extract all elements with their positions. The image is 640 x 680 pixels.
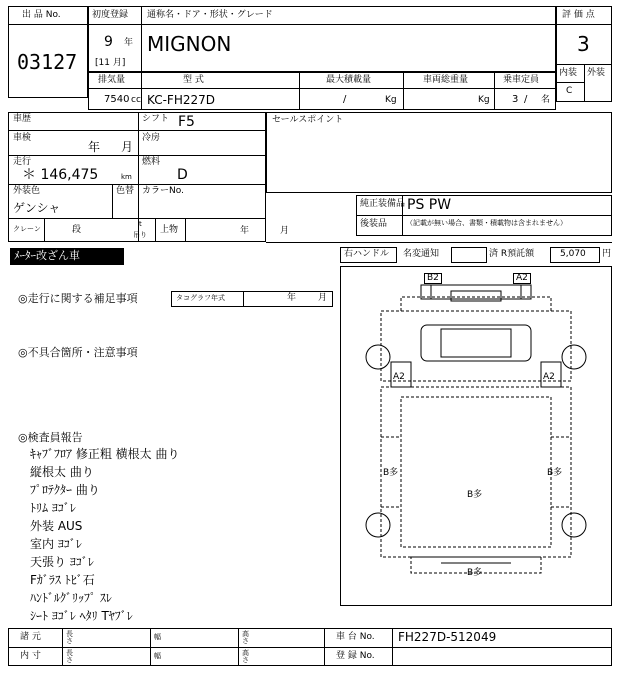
aftermarket-note: （記載が無い場合、書類・積載物は含まれません） [406, 219, 567, 227]
crane-hang: 吊り [133, 231, 147, 239]
crane-ton: t [139, 220, 142, 228]
fuel-value: D [177, 167, 188, 183]
width-label: 幅 [154, 652, 161, 660]
color-code-label: カラーNo. [142, 186, 184, 196]
capacity-value: 3 [512, 94, 519, 105]
mileage-unit: km [121, 173, 132, 181]
gross-weight-unit: Kg [478, 95, 490, 105]
score-label: 評 価 点 [562, 10, 595, 20]
up-label: 上物 [160, 225, 179, 235]
reg-label: 登 録 No. [336, 651, 375, 661]
up-month: 月 [280, 226, 290, 236]
shift-label: シフト [142, 114, 170, 124]
model-name: MIGNON [147, 32, 232, 56]
max-load-label: 最大積載量 [326, 75, 372, 85]
tacho-year: 年 [287, 293, 297, 303]
damage-mark: B2 [424, 273, 442, 284]
tacho-month: 月 [318, 293, 328, 303]
width-label: 幅 [154, 633, 161, 641]
report-line: ｷｬﾌﾞﾌﾛｱ 修正粗 横根太 曲り [30, 447, 180, 461]
report-line: ﾊﾝﾄﾞﾙｸﾞﾘｯﾌﾟ ｽﾚ [30, 591, 112, 605]
inspection-year: 年 [88, 140, 101, 154]
tachograph-label: タコグラフ年式 [176, 294, 225, 302]
mileage-value: ＊ 146,475 [22, 167, 99, 183]
length-label: 長さ [66, 649, 73, 664]
damage-mark: B多 [383, 468, 399, 478]
history-label: 車歴 [13, 114, 32, 124]
truck-outline [341, 267, 611, 605]
mileage-label: 走行 [13, 157, 32, 167]
damage-mark: A2 [513, 273, 531, 284]
chassis-value: FH227D-512049 [398, 630, 497, 644]
color-value: ゲンシャ [13, 201, 61, 215]
year-unit: 年 [124, 38, 134, 48]
name-change-label: 名変通知 [403, 249, 440, 259]
exterior-label: 外装 [587, 68, 606, 78]
damage-mark: B多 [467, 490, 483, 500]
score-value: 3 [577, 32, 590, 56]
height-label: 高さ [242, 630, 249, 645]
recycle-unit: 円 [602, 249, 612, 259]
report-line: ﾄﾘﾑ ﾖｺﾞﾚ [30, 501, 76, 515]
report-line: 外装 AUS [30, 519, 83, 533]
report-line: 天張り ﾖｺﾞﾚ [30, 555, 94, 569]
crane-label: クレーン [13, 225, 41, 233]
gross-weight-label: 車両総重量 [423, 75, 469, 85]
type-value: KC-FH227D [147, 93, 215, 107]
dims-label: 諸 元 [20, 632, 41, 642]
first-reg-label: 初度登録 [92, 10, 129, 20]
aftermarket-label: 後装品 [360, 219, 388, 229]
length-label: 長さ [66, 630, 73, 645]
color-label: 外装色 [13, 186, 41, 196]
capacity-slash: / [524, 94, 528, 105]
lot-label: 出 品 No. [22, 10, 61, 20]
displacement-unit: cc [131, 95, 141, 105]
name-change-box [451, 247, 487, 263]
sales-point-label: セールスポイント [272, 115, 344, 125]
interior-label: 内装 [559, 68, 578, 78]
fuel-label: 燃料 [142, 157, 161, 167]
color-change-label: 色替 [116, 186, 135, 196]
shift-value: F5 [178, 114, 195, 130]
report-line: ﾌﾟﾛﾃｸﾀｰ 曲り [30, 483, 100, 497]
report-line: ｼｰﾄ ﾖｺﾞﾚ ﾍﾀﾘ Tﾔﾌﾞﾚ [30, 609, 133, 623]
height-label: 高さ [242, 649, 249, 664]
capacity-label: 乗車定員 [503, 75, 540, 85]
report-line: 縦根太 曲り [30, 465, 94, 479]
handle-value: 右ハンドル [344, 249, 390, 259]
recycle-fee: 5,070 [560, 249, 586, 259]
displacement-value: 7540 [104, 94, 130, 105]
defects-label: ◎不具合箇所・注意事項 [18, 346, 138, 359]
damage-mark: A2 [543, 372, 555, 382]
lot-number: 03127 [17, 50, 78, 74]
inner-label: 内 寸 [20, 651, 41, 661]
damage-diagram [340, 266, 612, 606]
first-reg-year: 9 [104, 34, 113, 50]
report-line: 室内 ﾖｺﾞﾚ [30, 537, 82, 551]
driving-label: ◎走行に関する補足事項 [18, 292, 138, 305]
first-reg-month: [11 月] [95, 58, 126, 68]
type-label: 型 式 [183, 75, 204, 85]
damage-mark: A2 [393, 372, 405, 382]
report-line: Fｶﾞﾗｽ ﾄﾋﾞ石 [30, 573, 95, 587]
max-load-slash: / [343, 94, 347, 105]
standard-equip-value: PS PW [407, 197, 452, 213]
ac-label: 冷房 [142, 133, 161, 143]
inspection-label: 車検 [13, 133, 32, 143]
inspection-month: 月 [121, 140, 134, 154]
interior-score: C [566, 86, 573, 96]
max-load-unit: Kg [385, 95, 397, 105]
damage-mark: B多 [467, 568, 483, 578]
meter-tampered-tag: ﾒｰﾀｰ改ざん車 [10, 248, 124, 265]
model-label: 通称名・ドア・形状・グレード [147, 10, 273, 20]
crane-stage: 段 [72, 225, 82, 235]
inspector-label: ◎検査員報告 [18, 431, 83, 444]
recycle-label: 済 R預託額 [489, 249, 535, 259]
damage-mark: B多 [547, 468, 563, 478]
displacement-label: 排気量 [98, 75, 126, 85]
up-year: 年 [240, 226, 250, 236]
capacity-unit: 名 [541, 95, 551, 105]
standard-equip-label: 純正装備品 [360, 199, 406, 209]
chassis-label: 車 台 No. [336, 632, 375, 642]
